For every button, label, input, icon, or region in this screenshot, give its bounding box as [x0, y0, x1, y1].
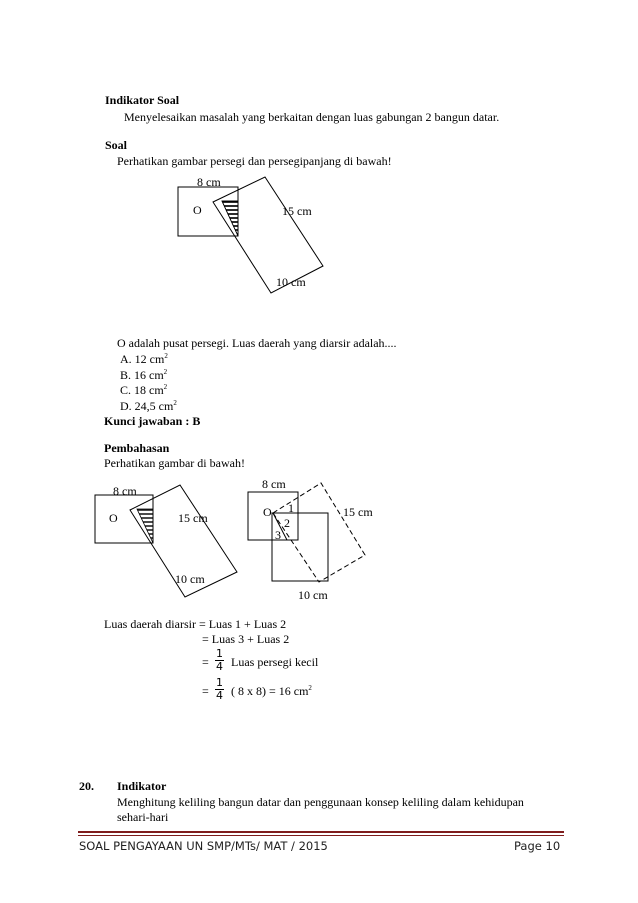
next-number: 20.: [79, 779, 94, 793]
p-fig1-label-side: 15 cm: [178, 511, 208, 525]
p2-label-bottom: 10 cm: [298, 588, 328, 602]
p-fig1-label-center: O: [109, 511, 118, 525]
luas-line-3-text: Luas persegi kecil: [231, 655, 319, 669]
luas-line-2: = Luas 3 + Luas 2: [202, 632, 290, 646]
p2-dashed-rectangle: [273, 483, 365, 582]
p-shaded-region: [137, 509, 153, 543]
pembahasan-heading: Pembahasan: [104, 441, 170, 455]
fraction-quarter-2: 1 4: [216, 676, 223, 702]
fig1-label-center: O: [193, 203, 202, 217]
footer-left: SOAL PENGAYAAN UN SMP/MTs/ MAT / 2015: [79, 839, 328, 853]
option-a: A. 12 $cm^2$: [120, 352, 168, 366]
p2-part-1: 1: [288, 501, 294, 515]
soal-heading: Soal: [105, 138, 128, 152]
luas-line-4-text: ( 8 x 8) = 16 $cm^2$: [231, 684, 312, 698]
luas-line-3-eq: =: [202, 655, 209, 669]
footer-page: Page 10: [514, 839, 561, 853]
luas-line-4-eq: =: [202, 684, 209, 698]
p2-label-center: O: [263, 505, 272, 519]
luas-line-1: Luas daerah diarsir = Luas 1 + Luas 2: [104, 617, 287, 631]
option-b: B. 16 $cm^2$: [120, 368, 168, 382]
fig1-label-top: 8 cm: [197, 175, 221, 189]
option-d: D. 24,5 $cm^2$: [120, 399, 177, 413]
fig1-label-side: 15 cm: [282, 204, 312, 218]
p2-part-3: 3: [275, 528, 281, 542]
option-c: C. 18 $cm^2$: [120, 383, 168, 397]
fig1-label-bottom: 10 cm: [276, 275, 306, 289]
p-fig1-label-bottom: 10 cm: [175, 572, 205, 586]
soal-question: O adalah pusat persegi. Luas daerah yang diarsir adalah....: [117, 336, 397, 350]
footer-rule-thick: [78, 831, 564, 833]
fraction-quarter-1: 1 4: [216, 647, 223, 673]
indikator-text: Menyelesaikan masalah yang berkaitan dengan luas gabungan 2 bangun datar.: [124, 110, 500, 124]
kunci-jawaban: Kunci jawaban : B: [104, 414, 201, 428]
p2-label-side: 15 cm: [343, 505, 373, 519]
p2-part-2: 2: [284, 516, 290, 530]
pembahasan-text: Perhatikan gambar di bawah!: [104, 456, 245, 470]
soal-text: Perhatikan gambar persegi dan persegipanjang di bawah!: [117, 154, 392, 168]
next-heading: Indikator: [117, 779, 167, 793]
next-line-2: sehari-hari: [117, 810, 169, 824]
next-line-1: Menghitung keliling bangun datar dan penggunaan konsep keliling dalam kehidupan: [117, 795, 524, 809]
p2-small-square: [248, 492, 298, 540]
p-fig1-label-top: 8 cm: [113, 484, 137, 498]
indikator-heading: Indikator Soal: [105, 93, 180, 107]
footer-rule-thin: [78, 835, 564, 836]
p2-label-top: 8 cm: [262, 477, 286, 491]
